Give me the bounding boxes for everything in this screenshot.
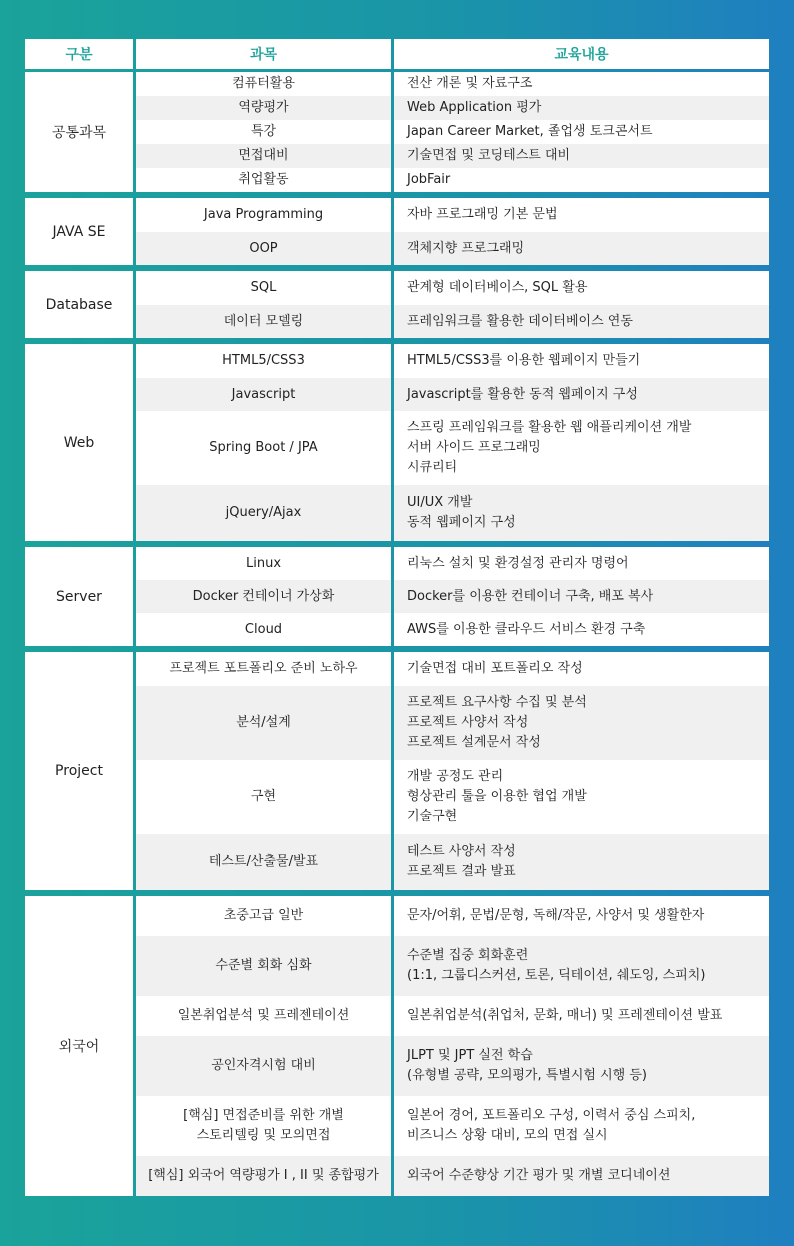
content-cell — [394, 1036, 769, 1096]
section-category: Web — [25, 344, 133, 541]
table-header — [25, 39, 769, 69]
subject-cell: Docker 컨테이너 가상화 — [136, 580, 391, 613]
section — [25, 896, 769, 1196]
subject-cell: 컴퓨터활용 — [136, 72, 391, 96]
content-cell — [394, 120, 769, 144]
header-category: 구분 — [25, 39, 133, 69]
content-line: (1:1, 그룹디스커션, 토론, 딕테이션, 쉐도잉, 스피치) — [407, 968, 706, 983]
content-line: 동적 웹페이지 구성 — [407, 515, 516, 530]
subject-cell: 면접대비 — [136, 144, 391, 168]
table-row — [136, 344, 769, 378]
section-category: JAVA SE — [25, 198, 133, 265]
table-row — [136, 936, 769, 996]
subject-cell: 공인자격시험 대비 — [136, 1036, 391, 1096]
content-line: Web Application 평가 — [407, 100, 542, 115]
content-cell — [394, 1096, 769, 1156]
subject-cell: 초중고급 일반 — [136, 896, 391, 936]
table-row — [136, 760, 769, 834]
content-line: UI/UX 개발 — [407, 495, 473, 510]
curriculum-table — [25, 39, 769, 1202]
header-content: 교육내용 — [394, 39, 769, 69]
content-cell — [394, 580, 769, 613]
table-row — [136, 305, 769, 338]
content-line: 자바 프로그래밍 기본 문법 — [407, 207, 558, 222]
table-row — [136, 232, 769, 265]
table-row — [136, 96, 769, 120]
section — [25, 198, 769, 265]
table-row — [136, 485, 769, 541]
table-row — [136, 547, 769, 580]
content-line: 일본취업분석(취업처, 문화, 매너) 및 프레젠테이션 발표 — [407, 1008, 723, 1023]
subject-cell: 특강 — [136, 120, 391, 144]
table-row — [136, 613, 769, 646]
content-cell — [394, 96, 769, 120]
content-line: 프로젝트 설계문서 작성 — [407, 735, 541, 750]
content-cell — [394, 344, 769, 378]
section — [25, 72, 769, 192]
content-line: 스프링 프레임워크를 활용한 웹 애플리케이션 개발 — [407, 420, 692, 435]
subject-cell: [핵심] 면접준비를 위한 개별 스토리텔링 및 모의면접 — [136, 1096, 391, 1156]
content-line: 전산 개론 및 자료구조 — [407, 76, 533, 91]
section — [25, 344, 769, 541]
section-category: 외국어 — [25, 896, 133, 1196]
content-cell — [394, 271, 769, 305]
content-cell — [394, 485, 769, 541]
content-line: 프로젝트 사양서 작성 — [407, 715, 529, 730]
table-row — [136, 834, 769, 890]
content-cell — [394, 1156, 769, 1196]
section — [25, 652, 769, 890]
content-line: 프레임워크를 활용한 데이터베이스 연동 — [407, 313, 633, 329]
content-cell — [394, 144, 769, 168]
table-row — [136, 580, 769, 613]
subject-cell: Spring Boot / JPA — [136, 411, 391, 485]
content-cell — [394, 760, 769, 834]
subject-cell: Java Programming — [136, 198, 391, 232]
subject-cell: jQuery/Ajax — [136, 485, 391, 541]
content-cell — [394, 834, 769, 890]
content-line: 테스트 사양서 작성 — [407, 844, 516, 859]
header-subject: 과목 — [136, 39, 391, 69]
content-line: 개발 공정도 관리 — [407, 769, 504, 784]
content-line: 일본어 경어, 포트폴리오 구성, 이력서 중심 스피치, — [407, 1108, 696, 1123]
content-line: HTML5/CSS3를 이용한 웹페이지 만들기 — [407, 353, 641, 368]
content-cell — [394, 936, 769, 996]
content-line: 기술구현 — [407, 809, 458, 824]
subject-cell: 취업활동 — [136, 168, 391, 192]
section-category: 공통과목 — [25, 72, 133, 192]
table-row — [136, 72, 769, 96]
content-line: 관계형 데이터베이스, SQL 활용 — [407, 280, 588, 295]
table-row — [136, 996, 769, 1036]
content-cell — [394, 896, 769, 936]
content-line: JLPT 및 JPT 실전 학습 — [407, 1048, 533, 1063]
subject-cell: 일본취업분석 및 프레젠테이션 — [136, 996, 391, 1036]
content-line: 서버 사이드 프로그래밍 — [407, 440, 541, 455]
subject-cell: [핵심] 외국어 역량평가 I , II 및 종합평가 — [136, 1156, 391, 1196]
subject-cell: 데이터 모델링 — [136, 305, 391, 338]
content-cell — [394, 198, 769, 232]
content-line: (유형별 공략, 모의평가, 특별시험 시행 등) — [407, 1068, 647, 1083]
content-cell — [394, 613, 769, 646]
table-row — [136, 378, 769, 411]
subject-cell: SQL — [136, 271, 391, 305]
subject-cell: HTML5/CSS3 — [136, 344, 391, 378]
table-row — [136, 411, 769, 485]
table-row — [136, 896, 769, 936]
table-row — [136, 686, 769, 760]
content-line: Javascript를 활용한 동적 웹페이지 구성 — [407, 386, 638, 402]
content-line: 리눅스 설치 및 환경설정 관리자 명령어 — [407, 555, 629, 571]
table-row — [136, 198, 769, 232]
table-row — [136, 1036, 769, 1096]
subject-cell: 수준별 회화 심화 — [136, 936, 391, 996]
content-line: 외국어 수준향상 기간 평가 및 개별 코디네이션 — [407, 1168, 671, 1183]
content-line: 비즈니스 상황 대비, 모의 면접 실시 — [407, 1128, 608, 1143]
section-category: Server — [25, 547, 133, 646]
section-category: Project — [25, 652, 133, 890]
table-body — [25, 72, 769, 1196]
content-cell — [394, 378, 769, 411]
subject-cell: 분석/설계 — [136, 686, 391, 760]
content-cell — [394, 686, 769, 760]
content-cell — [394, 305, 769, 338]
content-cell — [394, 168, 769, 192]
subject-cell: OOP — [136, 232, 391, 265]
content-cell — [394, 411, 769, 485]
subject-cell: Cloud — [136, 613, 391, 646]
table-row — [136, 168, 769, 192]
subject-cell: Javascript — [136, 378, 391, 411]
content-line: 기술면접 대비 포트폴리오 작성 — [407, 661, 583, 676]
section-category: Database — [25, 271, 133, 338]
subject-cell: 테스트/산출물/발표 — [136, 834, 391, 890]
content-line: 객체지향 프로그래밍 — [407, 240, 525, 256]
content-cell — [394, 996, 769, 1036]
content-line: AWS를 이용한 클라우드 서비스 환경 구축 — [407, 621, 646, 637]
subject-cell: Linux — [136, 547, 391, 580]
content-line: JobFair — [407, 172, 451, 187]
content-line: 프로젝트 요구사항 수집 및 분석 — [407, 695, 587, 710]
table-row — [136, 144, 769, 168]
content-line: 기술면접 및 코딩테스트 대비 — [407, 148, 571, 163]
content-line: Japan Career Market, 졸업생 토크콘서트 — [407, 124, 653, 139]
content-cell — [394, 72, 769, 96]
content-line: 문자/어휘, 문법/문형, 독해/작문, 사양서 및 생활한자 — [407, 908, 705, 923]
content-line: 형상관리 툴을 이용한 협업 개발 — [407, 789, 587, 804]
content-cell — [394, 652, 769, 686]
subject-cell: 역량평가 — [136, 96, 391, 120]
content-line: 시큐리티 — [407, 460, 458, 475]
table-row — [136, 652, 769, 686]
section — [25, 547, 769, 646]
table-row — [136, 1156, 769, 1196]
content-line: 프로젝트 결과 발표 — [407, 864, 516, 879]
table-row — [136, 271, 769, 305]
subject-cell: 프로젝트 포트폴리오 준비 노하우 — [136, 652, 391, 686]
content-cell — [394, 232, 769, 265]
table-row — [136, 1096, 769, 1156]
content-line: 수준별 집중 회화훈련 — [407, 948, 529, 963]
content-cell — [394, 547, 769, 580]
section — [25, 271, 769, 338]
subject-cell: 구현 — [136, 760, 391, 834]
table-row — [136, 120, 769, 144]
content-line: Docker를 이용한 컨테이너 구축, 배포 복사 — [407, 588, 654, 604]
